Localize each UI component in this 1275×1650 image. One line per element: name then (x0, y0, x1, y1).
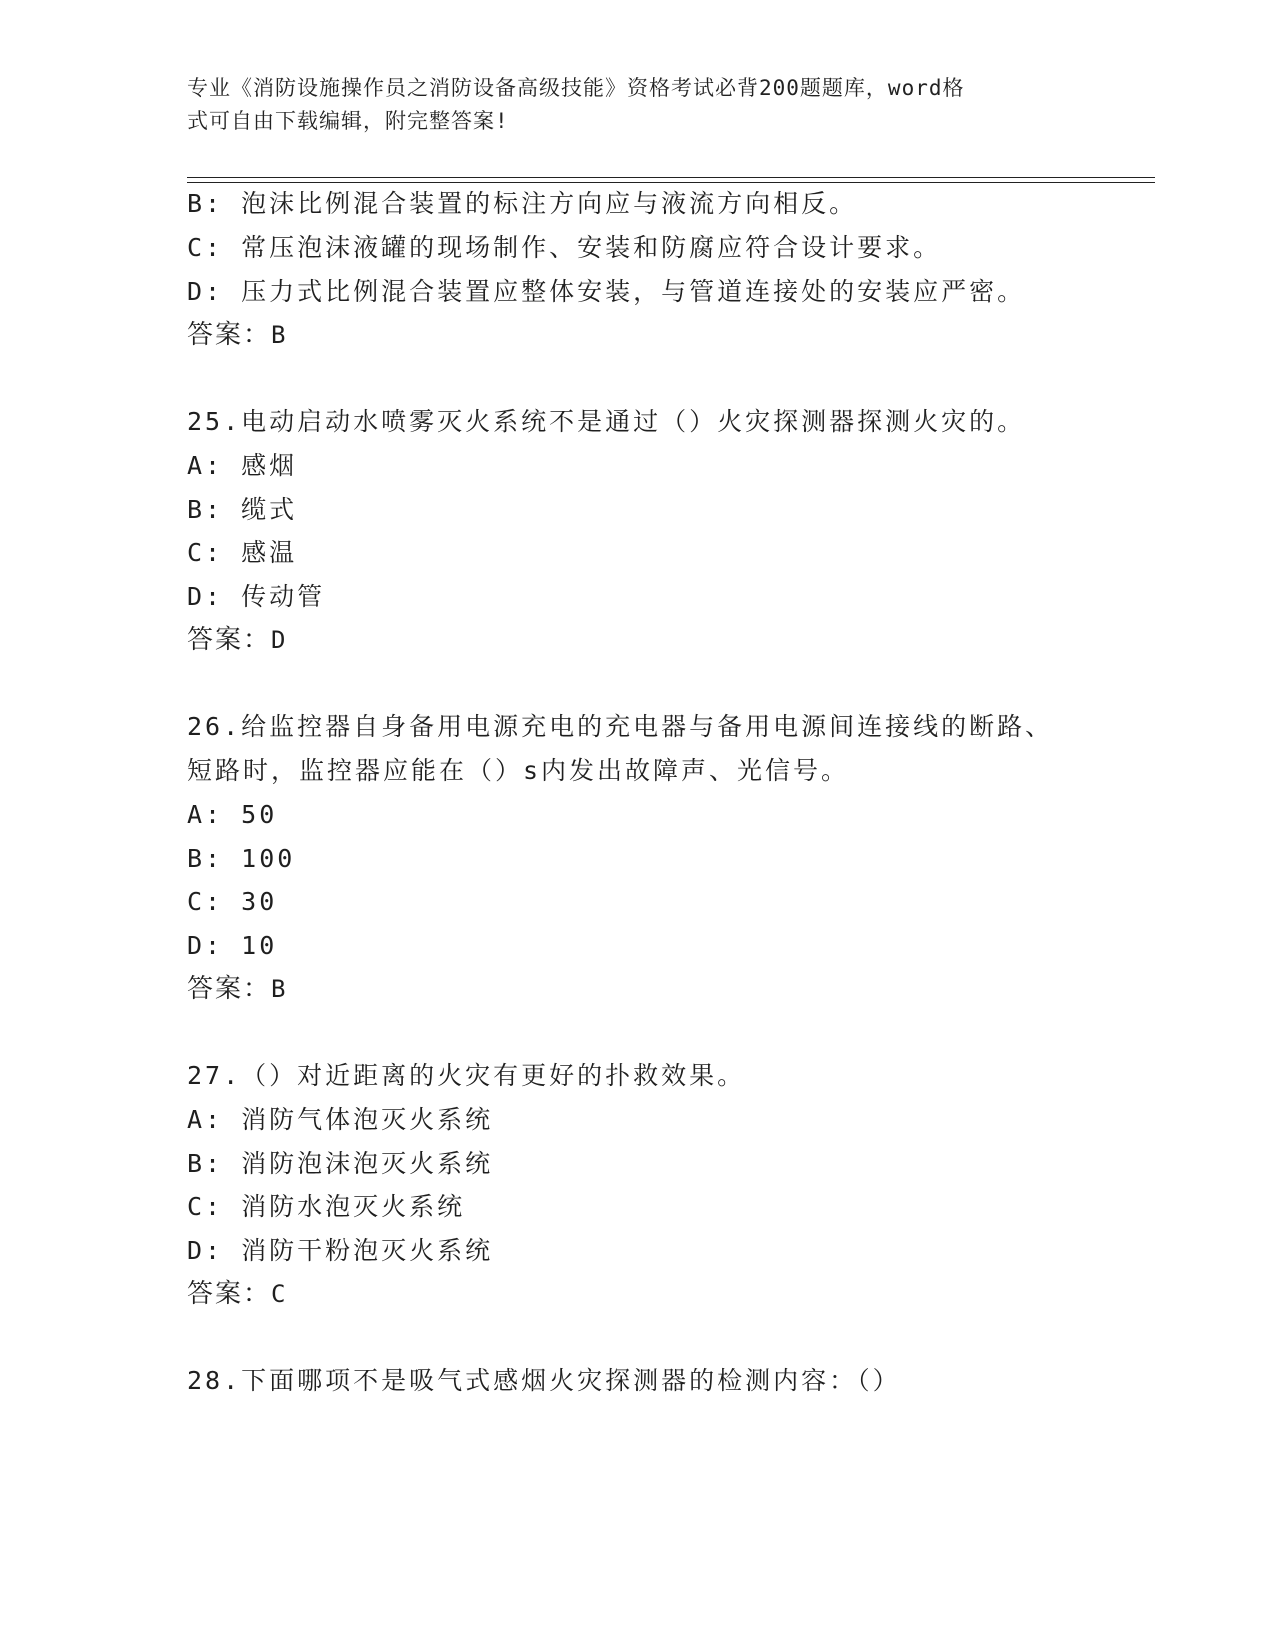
q27-option-d: D: 消防干粉泡灭火系统 (187, 1236, 494, 1265)
q26-text-line-2: 短路时，监控器应能在（）s内发出故障声、光信号。 (187, 756, 850, 785)
q26-text-line-1: 26.给监控器自身备用电源充电的充电器与备用电源间连接线的断路、 (187, 712, 1054, 741)
q26-answer (187, 972, 287, 1006)
prev-option-d: D: 压力式比例混合装置应整体安装，与管道连接处的安装应严密。 (187, 277, 1026, 306)
q25-option-d: D: 传动管 (187, 582, 326, 611)
q26-option-b: B: 100 (187, 844, 296, 873)
document-header (187, 72, 1067, 138)
q27-text: 27.（）对近距离的火灾有更好的扑救效果。 (187, 1061, 746, 1090)
prev-option-c: C: 常压泡沫液罐的现场制作、安装和防腐应符合设计要求。 (187, 233, 942, 262)
q25-answer (187, 623, 287, 657)
prev-answer (187, 318, 287, 352)
q25-option-c: C: 感温 (187, 538, 298, 567)
q25-text: 25.电动启动水喷雾灭火系统不是通过（）火灾探测器探测火灾的。 (187, 407, 1026, 436)
q25-option-a: A: 感烟 (187, 451, 298, 480)
q27-option-b: B: 消防泡沫泡灭火系统 (187, 1149, 494, 1178)
q26-option-a: A: 50 (187, 800, 278, 829)
header-line-1: 专业《消防设施操作员之消防设备高级技能》资格考试必背200题题库，word格 (187, 76, 965, 100)
answer-label: 答案： (187, 625, 272, 655)
answer-value: D (271, 626, 288, 654)
q26-option-c: C: 30 (187, 887, 278, 916)
header-line-2: 式可自由下载编辑，附完整答案! (187, 109, 509, 133)
q26-option-d: D: 10 (187, 931, 278, 960)
q28-text: 28.下面哪项不是吸气式感烟火灾探测器的检测内容：（） (187, 1366, 901, 1395)
answer-label: 答案： (187, 320, 272, 350)
q27-option-a: A: 消防气体泡灭火系统 (187, 1105, 494, 1134)
prev-option-b: B: 泡沫比例混合装置的标注方向应与液流方向相反。 (187, 189, 858, 218)
q27-answer (187, 1277, 287, 1311)
answer-label: 答案： (187, 1279, 272, 1309)
q25-option-b: B: 缆式 (187, 495, 298, 524)
answer-label: 答案： (187, 974, 272, 1004)
answer-value: C (271, 1280, 288, 1308)
header-divider-bottom (187, 182, 1155, 183)
q27-option-c: C: 消防水泡灭火系统 (187, 1192, 466, 1221)
answer-value: B (271, 975, 288, 1003)
answer-value: B (271, 321, 288, 349)
header-divider-top (187, 177, 1155, 178)
